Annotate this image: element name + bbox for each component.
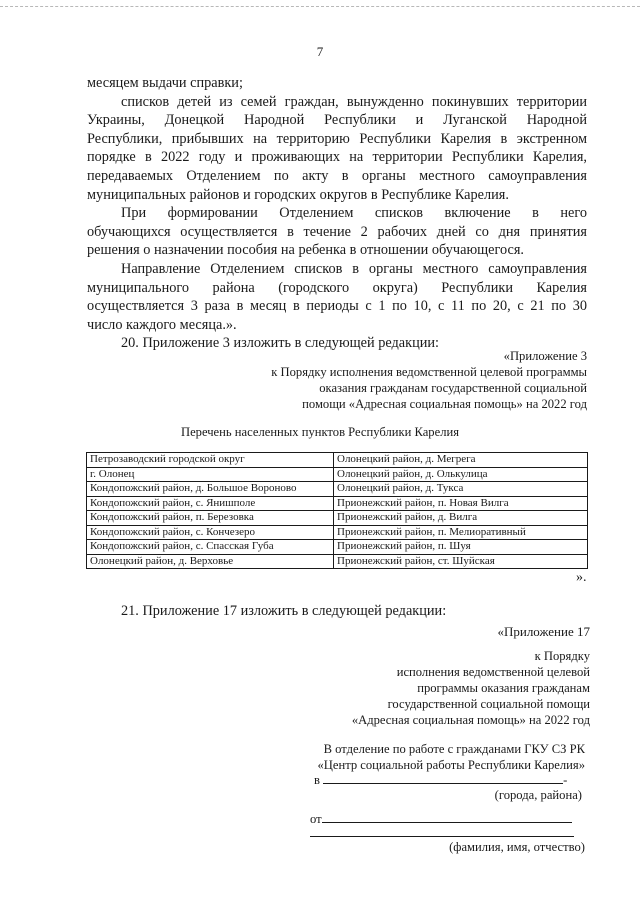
page-number: 7 — [316, 44, 324, 59]
table-cell: Петрозаводский городской округ — [87, 453, 334, 468]
body-line: списков детей из семей граждан, вынужденно покинувших территории — [121, 93, 587, 110]
form-addressee-line-2: «Центр социальной работы Республики Карелия» — [317, 758, 585, 772]
table-row — [87, 540, 588, 555]
body-line: обучающихся осуществляется в течение 2 рабочих дней со дня принятия — [87, 223, 587, 240]
form-from-prefix: от — [310, 812, 322, 826]
form-city-caption: (города, района) — [494, 788, 582, 802]
body-line: Направление Отделением списков в органы местного самоуправления — [121, 260, 587, 277]
table-cell: Прионежский район, п. Шуя — [334, 540, 588, 555]
body-line: муниципальных районов и городских округов в Республике Карелия. — [87, 186, 509, 203]
table-row — [87, 554, 588, 569]
appendix-3-header-line: оказания гражданам государственной социальной — [319, 381, 587, 395]
table-cell: Кондопожский район, с. Янишполе — [87, 496, 334, 511]
table-cell: Олонецкий район, д. Верховье — [87, 554, 334, 569]
body-line: число каждого месяца.». — [87, 316, 237, 333]
appendix-17-reference-line: к Порядку — [534, 649, 590, 663]
table-cell: Прионежский район, ст. Шуйская — [334, 554, 588, 569]
table-cell: Кондопожский район, п. Березовка — [87, 511, 334, 526]
appendix-3-header-line: к Порядку исполнения ведомственной целевой программы — [271, 365, 587, 379]
table-cell: Кондопожский район, с. Спасская Губа — [87, 540, 334, 555]
table-cell: Олонецкий район, д. Олькулица — [334, 467, 588, 482]
form-city-prefix: в — [314, 773, 320, 787]
table-cell: Прионежский район, п. Мелиоративный — [334, 525, 588, 540]
form-city-suffix: - — [563, 773, 568, 787]
scan-top-edge — [0, 6, 640, 7]
table-title: Перечень населенных пунктов Республики Карелия — [180, 425, 460, 439]
appendix-17-reference-line: «Адресная социальная помощь» на 2022 год — [351, 713, 590, 727]
form-addressee-line-1: В отделение по работе с гражданами ГКУ СЗ РК — [323, 742, 585, 756]
form-city-row — [314, 773, 567, 788]
table-row — [87, 525, 588, 540]
table-cell: Олонецкий район, д. Тукса — [334, 482, 588, 497]
table-cell: Кондопожский район, с. Кончезеро — [87, 525, 334, 540]
appendix-3-header-line: помощи «Адресная социальная помощь» на 2022 год — [302, 397, 587, 411]
table-cell: Прионежский район, п. Новая Вилга — [334, 496, 588, 511]
paragraph-21: 21. Приложение 17 изложить в следующей редакции: — [121, 603, 447, 619]
form-name-blank — [310, 826, 574, 837]
table-cell: Кондопожский район, д. Большое Вороново — [87, 482, 334, 497]
body-line: осуществляется 3 раза в месяц в периоды с 1 по 10, с 11 по 20, с 21 по 30 — [87, 298, 587, 315]
form-city-blank — [323, 773, 563, 784]
table-closing-quote: ». — [576, 570, 587, 585]
table-cell: Олонецкий район, д. Мегрега — [334, 453, 588, 468]
table-cell: Прионежский район, д. Вилга — [334, 511, 588, 526]
form-from-row — [310, 812, 572, 827]
table-row — [87, 453, 588, 468]
appendix-17-reference-line: исполнения ведомственной целевой — [396, 665, 590, 679]
body-line: 20. Приложение 3 изложить в следующей редакции: — [121, 335, 440, 352]
form-from-blank — [322, 812, 572, 823]
appendix-3-header-line: «Приложение 3 — [503, 349, 587, 363]
table-cell: г. Олонец — [87, 467, 334, 482]
form-name-caption: (фамилия, имя, отчество) — [449, 840, 585, 854]
body-line: месяцем выдачи справки; — [87, 75, 243, 91]
appendix-17-reference-line: государственной социальной помощи — [387, 697, 590, 711]
table-row — [87, 496, 588, 511]
body-line: Украины, Донецкой Народной Республики и Луганской Народной — [87, 112, 587, 129]
appendix-17-title: «Приложение 17 — [497, 624, 590, 639]
body-line: Республики, прибывших на территорию Республики Карелия в экстренном — [87, 130, 587, 147]
table-row — [87, 511, 588, 526]
body-line: порядке в 2022 году и проживающих на территории Республики Карелия, — [87, 149, 587, 166]
appendix-17-reference-line: программы оказания гражданам — [417, 681, 590, 695]
table-row — [87, 482, 588, 497]
settlements-table — [86, 452, 588, 569]
body-line: решения о назначении пособия на ребенка в отношении обучающегося. — [87, 242, 524, 259]
body-line: муниципального района (городского округа) Республики Карелия — [87, 279, 587, 296]
table-row — [87, 467, 588, 482]
body-line: передаваемых Отделением по акту в органы местного самоуправления — [87, 167, 587, 184]
body-line: При формировании Отделением списков включение в него — [121, 205, 587, 222]
body-text — [87, 74, 587, 353]
